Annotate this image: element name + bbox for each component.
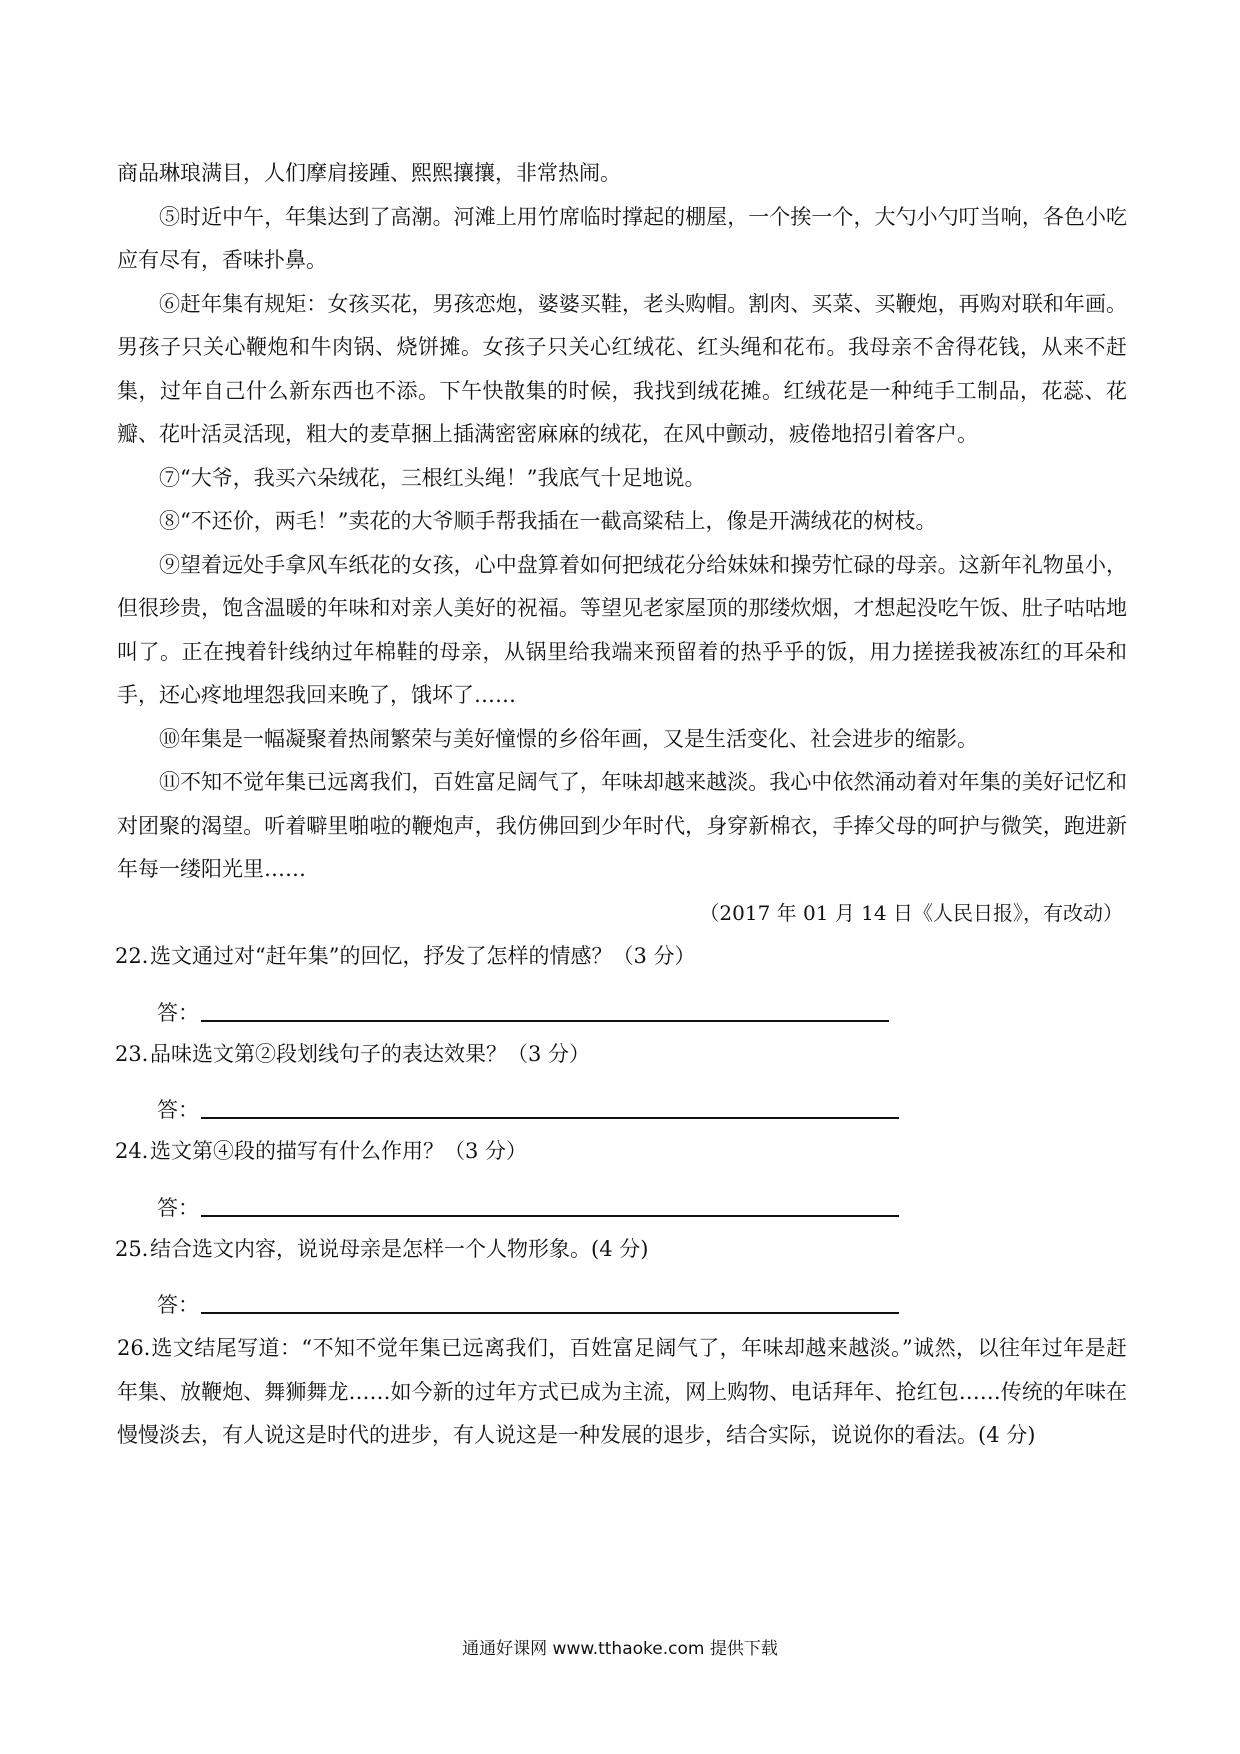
answer-line-24[interactable] — [201, 1215, 899, 1217]
passage-paragraph-8: ⑧“不还价，两毛！”卖花的大爷顺手帮我插在一截高粱秸上，像是开满绒花的树枝。 — [159, 509, 937, 533]
question-22 — [117, 935, 1127, 979]
passage-paragraph-10: ⑩年集是一幅凝聚着热闹繁荣与美好憧憬的乡俗年画，又是生活变化、社会进步的缩影。 — [159, 726, 978, 751]
answer-label: 答： — [157, 1000, 199, 1025]
question-number: 24． — [115, 1139, 163, 1163]
question-25 — [117, 1228, 1127, 1272]
question-text: 选文结尾写道：“不知不觉年集已远离我们，百姓富足阔气了，年味却越来越淡。”诚然，以往年过年是赶年集、放鞭炮、舞狮舞龙……如今新的过年方式已成为主流，网上购物、电话拜年、抢红包……传统的年味在慢慢淡去，有人说这是时代的进步，有人说这是一种发展的退步，结合实际，说说你的看法。(4 分) — [117, 1336, 1127, 1447]
question-26 — [117, 1327, 1127, 1458]
question-text: 品味选文第②段划线句子的表达效果？（3 分） — [150, 1041, 591, 1066]
answer-row-22 — [117, 979, 1127, 1029]
answer-line-22[interactable] — [201, 1020, 889, 1022]
answer-label: 答： — [157, 1195, 199, 1220]
answer-row-23 — [117, 1076, 1127, 1126]
question-text: 选文通过对“赶年集”的回忆，抒发了怎样的情感？（3 分） — [150, 944, 696, 968]
passage-paragraph-7: ⑦“大爷，我买六朵绒花，三根红头绳！”我底气十足地说。 — [159, 465, 706, 490]
question-number: 25． — [115, 1236, 163, 1261]
question-24 — [117, 1130, 1127, 1174]
question-number: 23． — [115, 1041, 163, 1066]
passage-paragraph-9: ⑨望着远处手拿风车纸花的女孩，心中盘算着如何把绒花分给妹妹和操劳忙碌的母亲。这新年礼物虽小，但很珍贵，饱含温暖的年味和对亲人美好的祝福。等望见老家屋顶的那缕炊烟，才想起没吃午饭、肚子咕咕地叫了。正在拽着针线纳过年棉鞋的母亲，从锅里给我端来预留着的热乎乎的饭，用力搓搓我被冻红的耳朵和手，还心疼地埋怨我回来晚了，饿坏了…… — [117, 552, 1127, 707]
answer-row-24 — [117, 1174, 1127, 1224]
question-number: 22． — [115, 944, 163, 968]
question-text: 结合选文内容，说说母亲是怎样一个人物形象。(4 分) — [150, 1236, 649, 1261]
question-text: 选文第④段的描写有什么作用？（3 分） — [150, 1139, 528, 1163]
passage-paragraph-continued: 商品琳琅满目，人们摩肩接踵、熙熙攘攘，非常热闹。 — [117, 161, 621, 185]
question-23 — [117, 1033, 1127, 1077]
answer-line-23[interactable] — [201, 1117, 899, 1119]
passage-paragraph-6: ⑥赶年集有规矩：女孩买花，男孩恋炮，婆婆买鞋，老头购帽。割肉、买菜、买鞭炮，再购对联和年画。男孩子只关心鞭炮和牛肉锅、烧饼摊。女孩子只关心红绒花、红头绳和花布。我母亲不舍得花钱，从来不赶集，过年自己什么新东西也不添。下午快散集的时候，我找到绒花摊。红绒花是一种纯手工制品，花蕊、花瓣、花叶活灵活现，粗大的麦草捆上插满密密麻麻的绒花，在风中颤动，疲倦地招引着客户。 — [117, 291, 1127, 446]
passage-paragraph-5: ⑤时近中午，年集达到了高潮。河滩上用竹席临时撑起的棚屋，一个挨一个，大勺小勺叮当响，各色小吃应有尽有，香味扑鼻。 — [117, 204, 1127, 272]
question-number: 26． — [117, 1336, 165, 1360]
answer-line-25[interactable] — [201, 1312, 899, 1314]
answer-label: 答： — [157, 1098, 199, 1122]
passage-paragraph-11: ⑪不知不觉年集已远离我们，百姓富足阔气了，年味却越来越淡。我心中依然涌动着对年集的美好记忆和对团聚的渴望。听着噼里啪啦的鞭炮声，我仿佛回到少年时代，身穿新棉衣，手捧父母的呵护与微笑，跑进新年每一缕阳光里…… — [117, 770, 1127, 881]
page-content — [117, 152, 1127, 1458]
answer-row-25 — [117, 1271, 1127, 1321]
answer-label: 答： — [157, 1293, 199, 1317]
passage-source: （2017 年 01 月 14 日《人民日报》，有改动） — [699, 900, 1123, 925]
page-footer: 通通好课网 www.tthaoke.com 提供下载 — [462, 1639, 778, 1659]
